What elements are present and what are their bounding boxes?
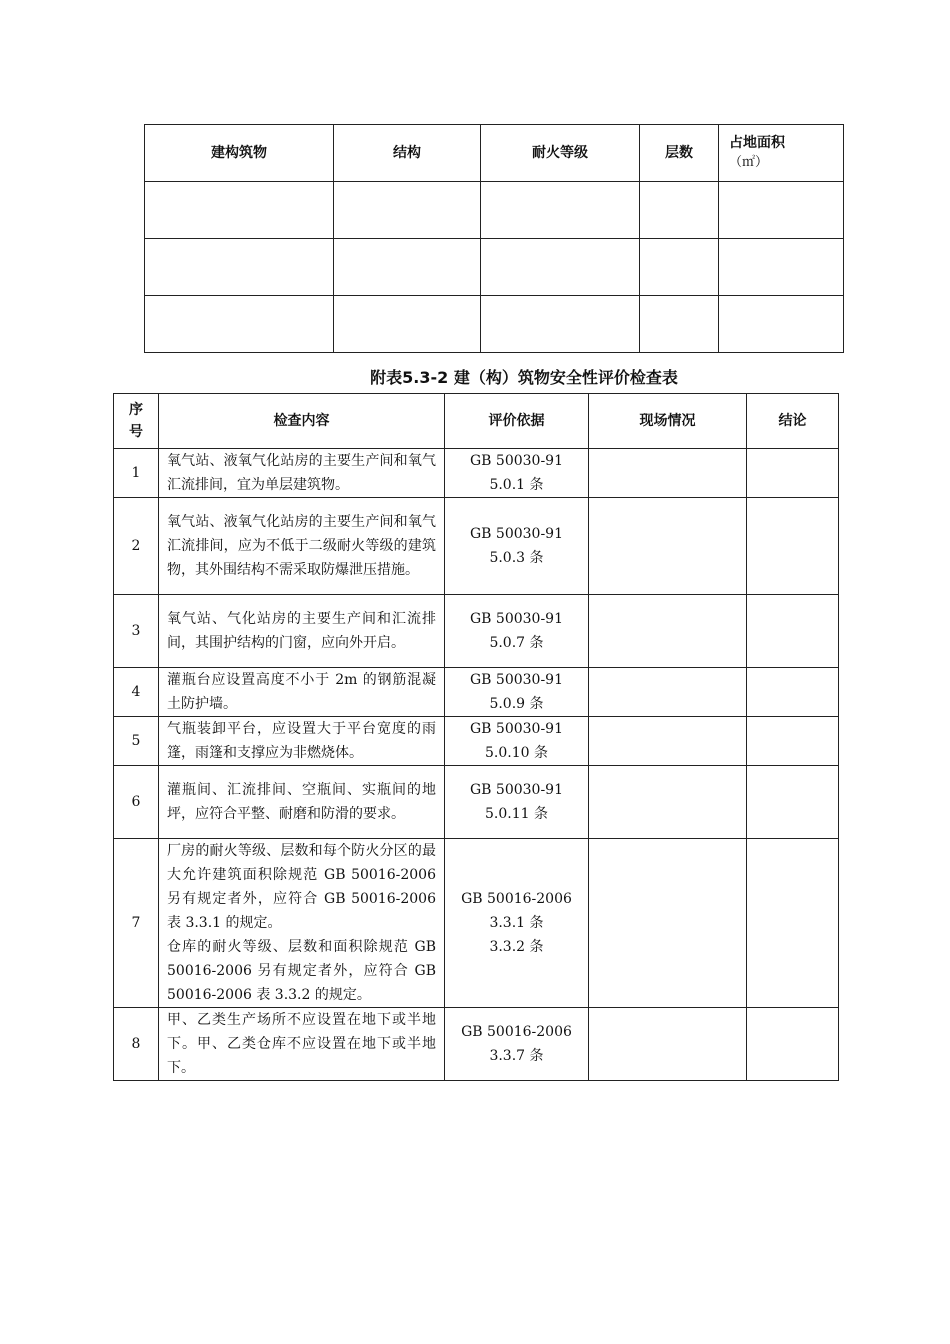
row-num: 1 xyxy=(114,449,159,498)
table-row xyxy=(114,498,839,595)
table-cell xyxy=(481,239,640,296)
header-area xyxy=(719,125,844,182)
table-cell xyxy=(719,296,844,353)
row-conclusion xyxy=(747,449,839,498)
table-cell xyxy=(145,296,334,353)
table-cell xyxy=(145,182,334,239)
row-situation xyxy=(589,717,747,766)
row-num: 3 xyxy=(114,595,159,668)
row-content: 气瓶装卸平台，应设置大于平台宽度的雨篷，雨篷和支撑应为非燃烧体。 xyxy=(159,717,445,766)
table-row xyxy=(145,239,844,296)
row-basis: GB 50030-91 5.0.1 条 xyxy=(445,449,589,498)
row-conclusion xyxy=(747,498,839,595)
table-row xyxy=(114,668,839,717)
row-content: 厂房的耐火等级、层数和每个防火分区的最大允许建筑面积除规范 GB 50016-2006 另有规定者外，应符合 GB 50016-2006 表 3.3.1 的规定。 仓库的耐火等级、层数和面积除规范 GB 50016-2006 另有规定者外，应符合 GB 50016-2006 表 3.3.2 的规定。 xyxy=(159,839,445,1008)
row-conclusion xyxy=(747,1008,839,1081)
area-label: 占地面积 xyxy=(729,135,785,151)
table-cell xyxy=(719,182,844,239)
row-num: 7 xyxy=(114,839,159,1008)
row-content: 氧气站、液氧气化站房的主要生产间和氧气汇流排间，宜为单层建筑物。 xyxy=(159,449,445,498)
row-content: 灌瓶台应设置高度不小于 2m 的钢筋混凝土防护墙。 xyxy=(159,668,445,717)
table-cell xyxy=(334,296,481,353)
row-conclusion xyxy=(747,595,839,668)
row-basis: GB 50016-2006 3.3.1 条 3.3.2 条 xyxy=(445,839,589,1008)
header-structure: 结构 xyxy=(334,125,481,182)
row-conclusion xyxy=(747,766,839,839)
row-conclusion xyxy=(747,717,839,766)
header-content: 检查内容 xyxy=(159,394,445,449)
table-header-row xyxy=(114,394,839,449)
header-floors: 层数 xyxy=(640,125,719,182)
row-basis: GB 50030-91 5.0.10 条 xyxy=(445,717,589,766)
safety-check-table xyxy=(113,393,839,1081)
row-num: 4 xyxy=(114,668,159,717)
header-conclusion: 结论 xyxy=(747,394,839,449)
row-conclusion xyxy=(747,668,839,717)
area-unit: （㎡） xyxy=(729,155,769,170)
table-cell xyxy=(640,239,719,296)
table-row xyxy=(145,182,844,239)
table-row xyxy=(114,717,839,766)
row-basis: GB 50030-91 5.0.7 条 xyxy=(445,595,589,668)
row-situation xyxy=(589,1008,747,1081)
row-basis: GB 50030-91 5.0.3 条 xyxy=(445,498,589,595)
row-content: 氧气站、液氧气化站房的主要生产间和氧气汇流排间，应为不低于二级耐火等级的建筑物，其外围结构不需采取防爆泄压措施。 xyxy=(159,498,445,595)
row-situation xyxy=(589,839,747,1008)
table-row xyxy=(145,296,844,353)
row-situation xyxy=(589,595,747,668)
table-row xyxy=(114,595,839,668)
row-situation xyxy=(589,498,747,595)
row-situation xyxy=(589,449,747,498)
row-num: 6 xyxy=(114,766,159,839)
table-row xyxy=(114,766,839,839)
table-cell xyxy=(334,182,481,239)
header-situation: 现场情况 xyxy=(589,394,747,449)
row-basis: GB 50030-91 5.0.9 条 xyxy=(445,668,589,717)
table-cell xyxy=(481,182,640,239)
table-row xyxy=(114,449,839,498)
header-num-label: 序号 xyxy=(129,402,143,440)
header-building: 建构筑物 xyxy=(145,125,334,182)
header-num xyxy=(114,394,159,449)
row-content: 灌瓶间、汇流排间、空瓶间、实瓶间的地坪，应符合平整、耐磨和防滑的要求。 xyxy=(159,766,445,839)
table-header-row xyxy=(145,125,844,182)
row-num: 5 xyxy=(114,717,159,766)
row-basis: GB 50016-2006 3.3.7 条 xyxy=(445,1008,589,1081)
table-cell xyxy=(145,239,334,296)
header-fire-rating: 耐火等级 xyxy=(481,125,640,182)
row-conclusion xyxy=(747,839,839,1008)
row-situation xyxy=(589,668,747,717)
table-cell xyxy=(640,296,719,353)
table-cell xyxy=(481,296,640,353)
row-basis: GB 50030-91 5.0.11 条 xyxy=(445,766,589,839)
table-row xyxy=(114,839,839,1008)
row-situation xyxy=(589,766,747,839)
table-cell xyxy=(640,182,719,239)
row-content: 氧气站、气化站房的主要生产间和汇流排间，其围护结构的门窗，应向外开启。 xyxy=(159,595,445,668)
building-summary-table xyxy=(144,124,844,353)
table-title: 附表5.3-2 建（构）筑物安全性评价检查表 xyxy=(370,368,678,387)
table-cell xyxy=(719,239,844,296)
table-cell xyxy=(334,239,481,296)
header-basis: 评价依据 xyxy=(445,394,589,449)
row-content: 甲、乙类生产场所不应设置在地下或半地下。甲、乙类仓库不应设置在地下或半地下。 xyxy=(159,1008,445,1081)
row-num: 8 xyxy=(114,1008,159,1081)
row-num: 2 xyxy=(114,498,159,595)
table-row xyxy=(114,1008,839,1081)
